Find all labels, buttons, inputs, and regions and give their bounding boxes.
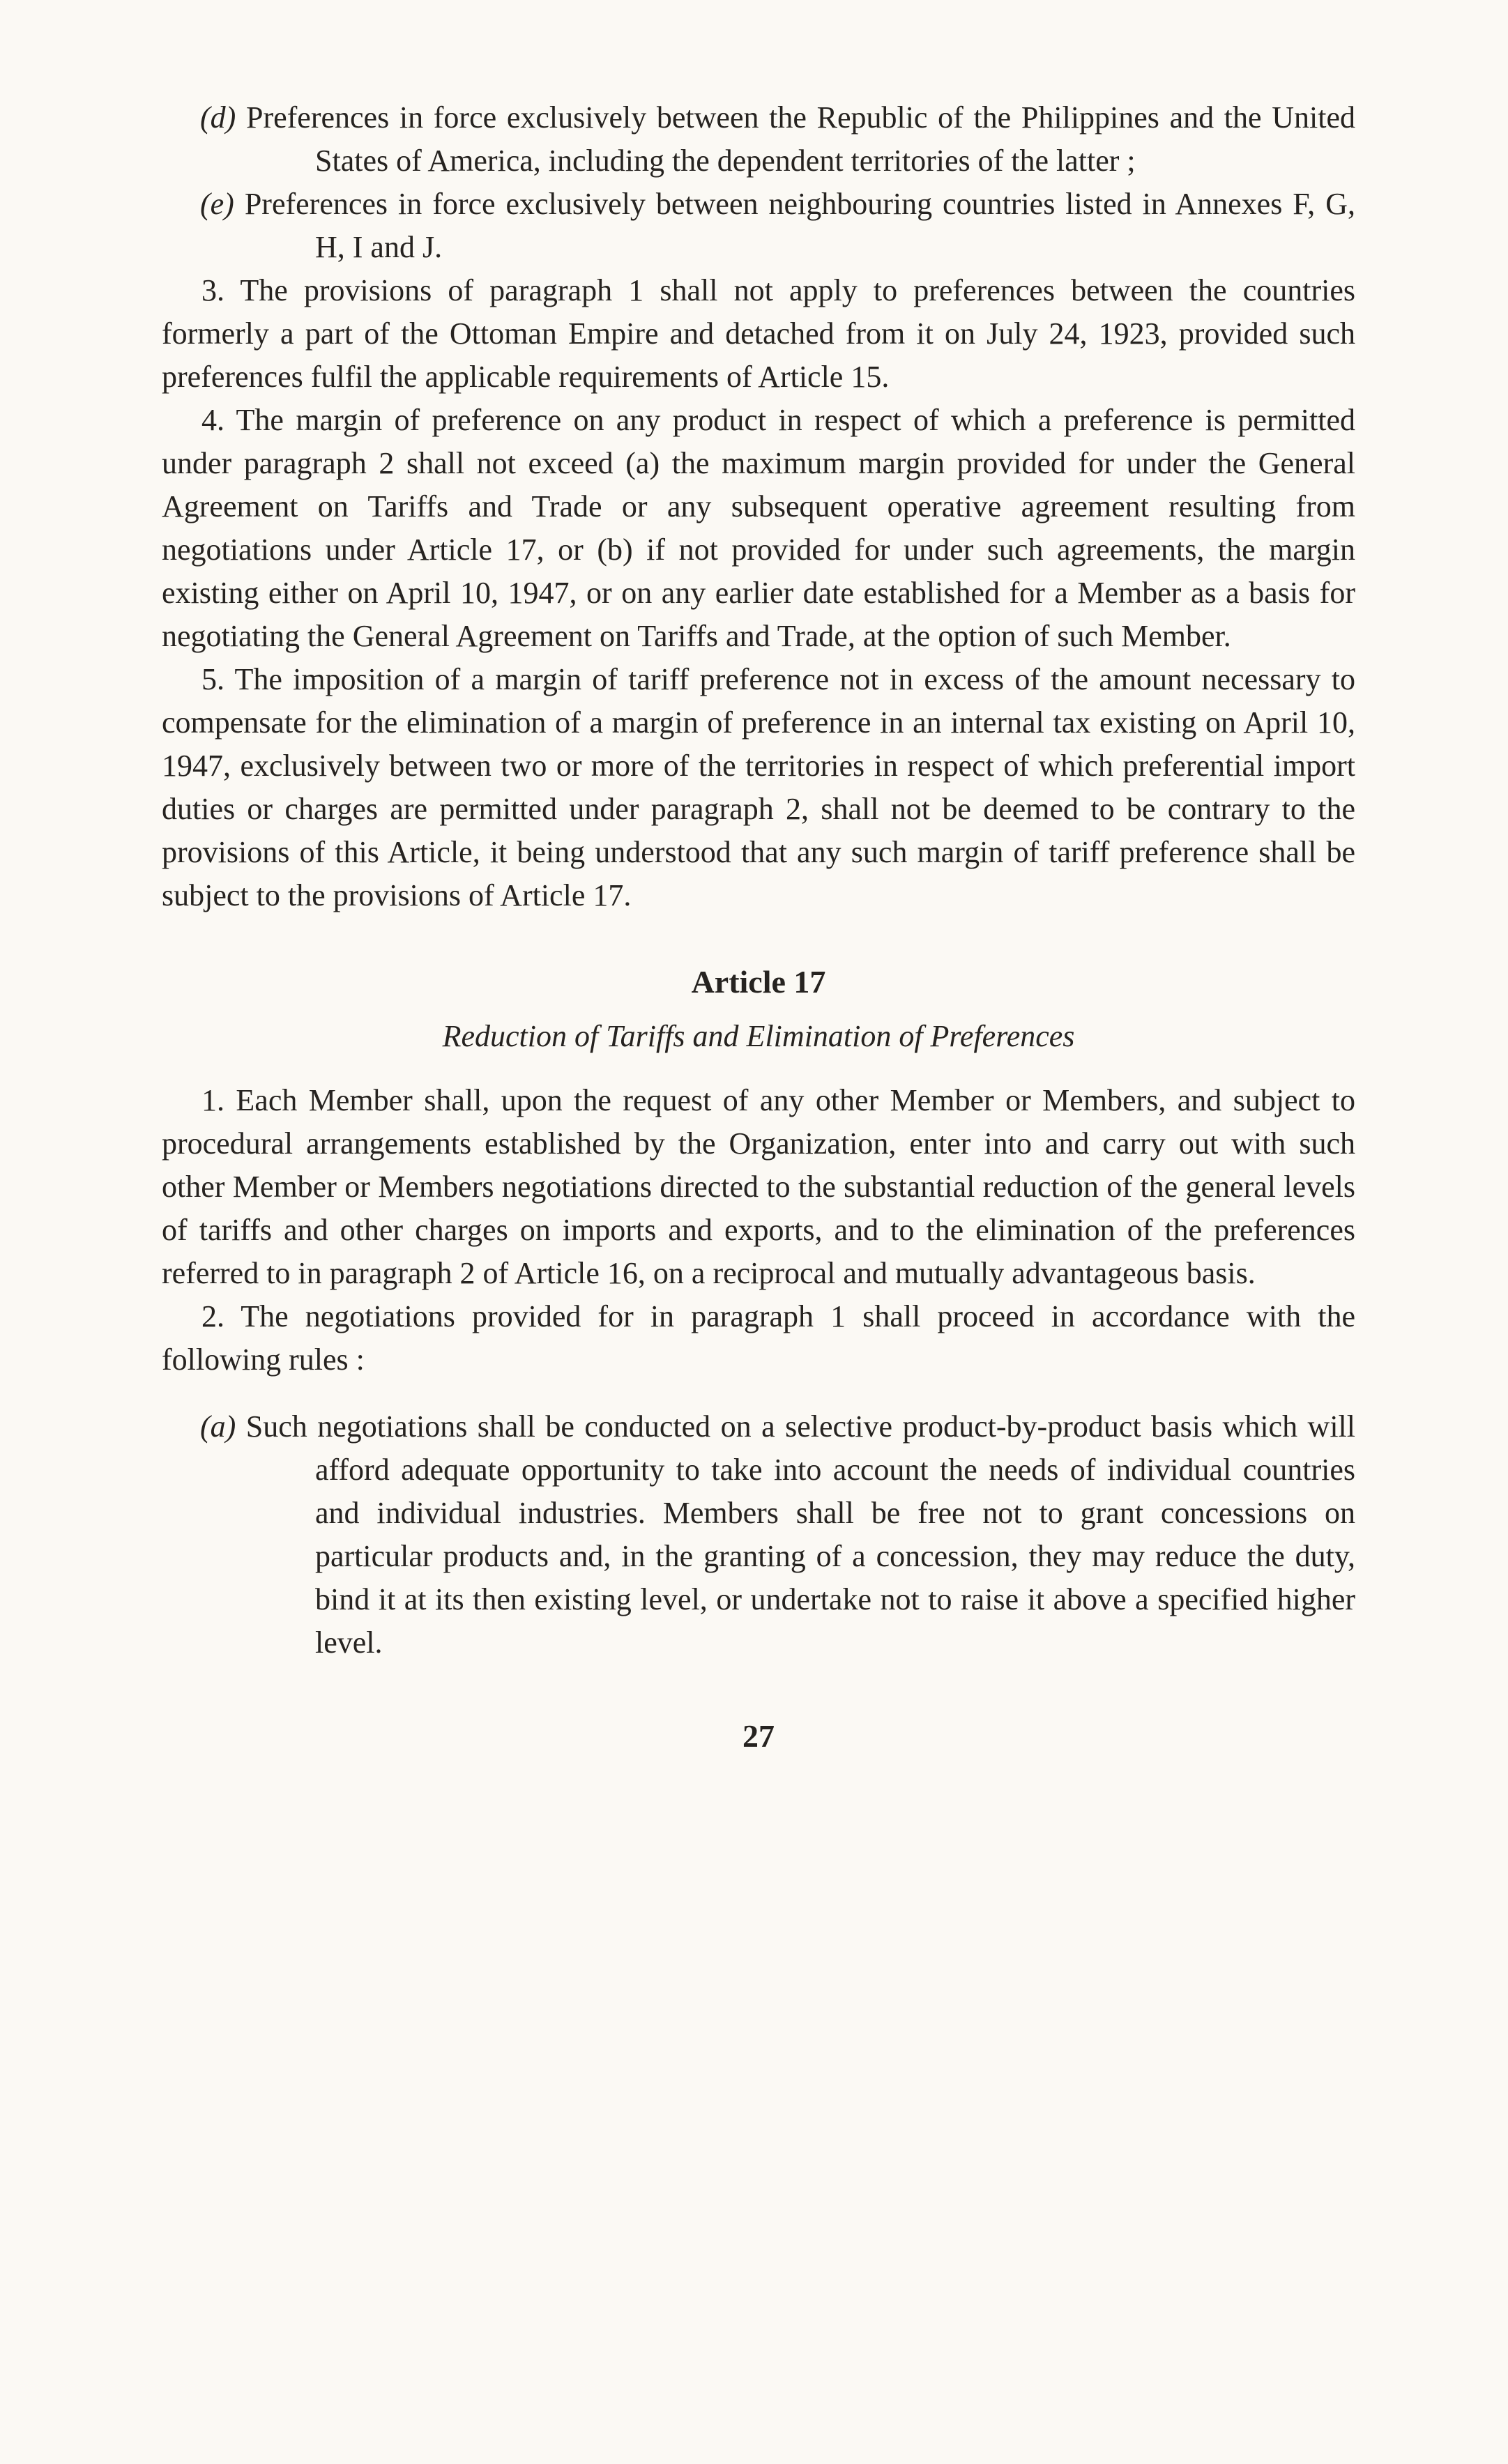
list-item-e [162,183,1355,269]
paragraph-3: 3. The provisions of paragraph 1 shall not apply to preferences between the countries formerly a part of the Ottoman Empire and detached from it on July 24, 1923, provided such preferences fulfil the applicable requirements of Article 15. [162,273,1355,394]
list-item-a-text: Such negotiations shall be conducted on a selective product-by-product basis which will afford adequate opportunity to take into account the needs of individual countries and individual industries. Members shall be free not to grant concessions on particular products and, in the granting of a concession, they may reduce the duty, bind it at its then existing level, or undertake not to raise it above a specified higher level. [245,1409,1355,1660]
paragraph-5: 5. The imposition of a margin of tariff preference not in excess of the amount necessary to compensate for the elimination of a margin of preference in an internal tax existing on April 10, 1947, exclusively between two or more of the territories in respect of which preferential import duties or charges are permitted under paragraph 2, shall not be deemed to be contrary to the provisions of this Article, it being understood that any such margin of tariff preference shall be subject to the provisions of Article 17. [162,662,1355,912]
page-content [162,96,1355,1758]
paragraph-4: 4. The margin of preference on any product in respect of which a preference is permitted under paragraph 2 shall not exceed (a) the maximum margin provided for under the General Agreement on Tariffs and Trade or any subsequent operative agreement resulting from negotiations under Article 17, or (b) if not provided for under such agreements, the margin existing either on April 10, 1947, or on any earlier date established for a Member as a basis for negotiating the General Agreement on Tariffs and Trade, at the option of such Member. [162,403,1355,653]
list-item-d-label: (d) [200,100,236,135]
list-item-e-label: (e) [200,187,234,221]
article-heading: Article 17 [691,964,826,1000]
list-item-d-text: Preferences in force exclusively between the Republic of the Philippines and the United States of America, including the dependent territories of the latter ; [246,100,1355,178]
list-item-a [162,1405,1355,1665]
list-item-e-text: Preferences in force exclusively between neighbouring countries listed in Annexes F, G, H, I and J. [244,187,1356,264]
paragraph-2: 2. The negotiations provided for in paragraph 1 shall proceed in accordance with the following rules : [162,1299,1355,1377]
page-number: 27 [742,1718,775,1754]
list-item-a-label: (a) [200,1409,236,1444]
article-subtitle: Reduction of Tariffs and Elimination of Preferences [442,1019,1075,1053]
paragraph-1: 1. Each Member shall, upon the request of any other Member or Members, and subject to procedural arrangements established by the Organization, enter into and carry out with such other Member or Members negotiations directed to the substantial reduction of the general levels of tariffs and other charges on imports and exports, and to the elimination of the preferences referred to in paragraph 2 of Article 16, on a reciprocal and mutually advantageous basis. [162,1083,1355,1290]
list-item-d [162,96,1355,183]
